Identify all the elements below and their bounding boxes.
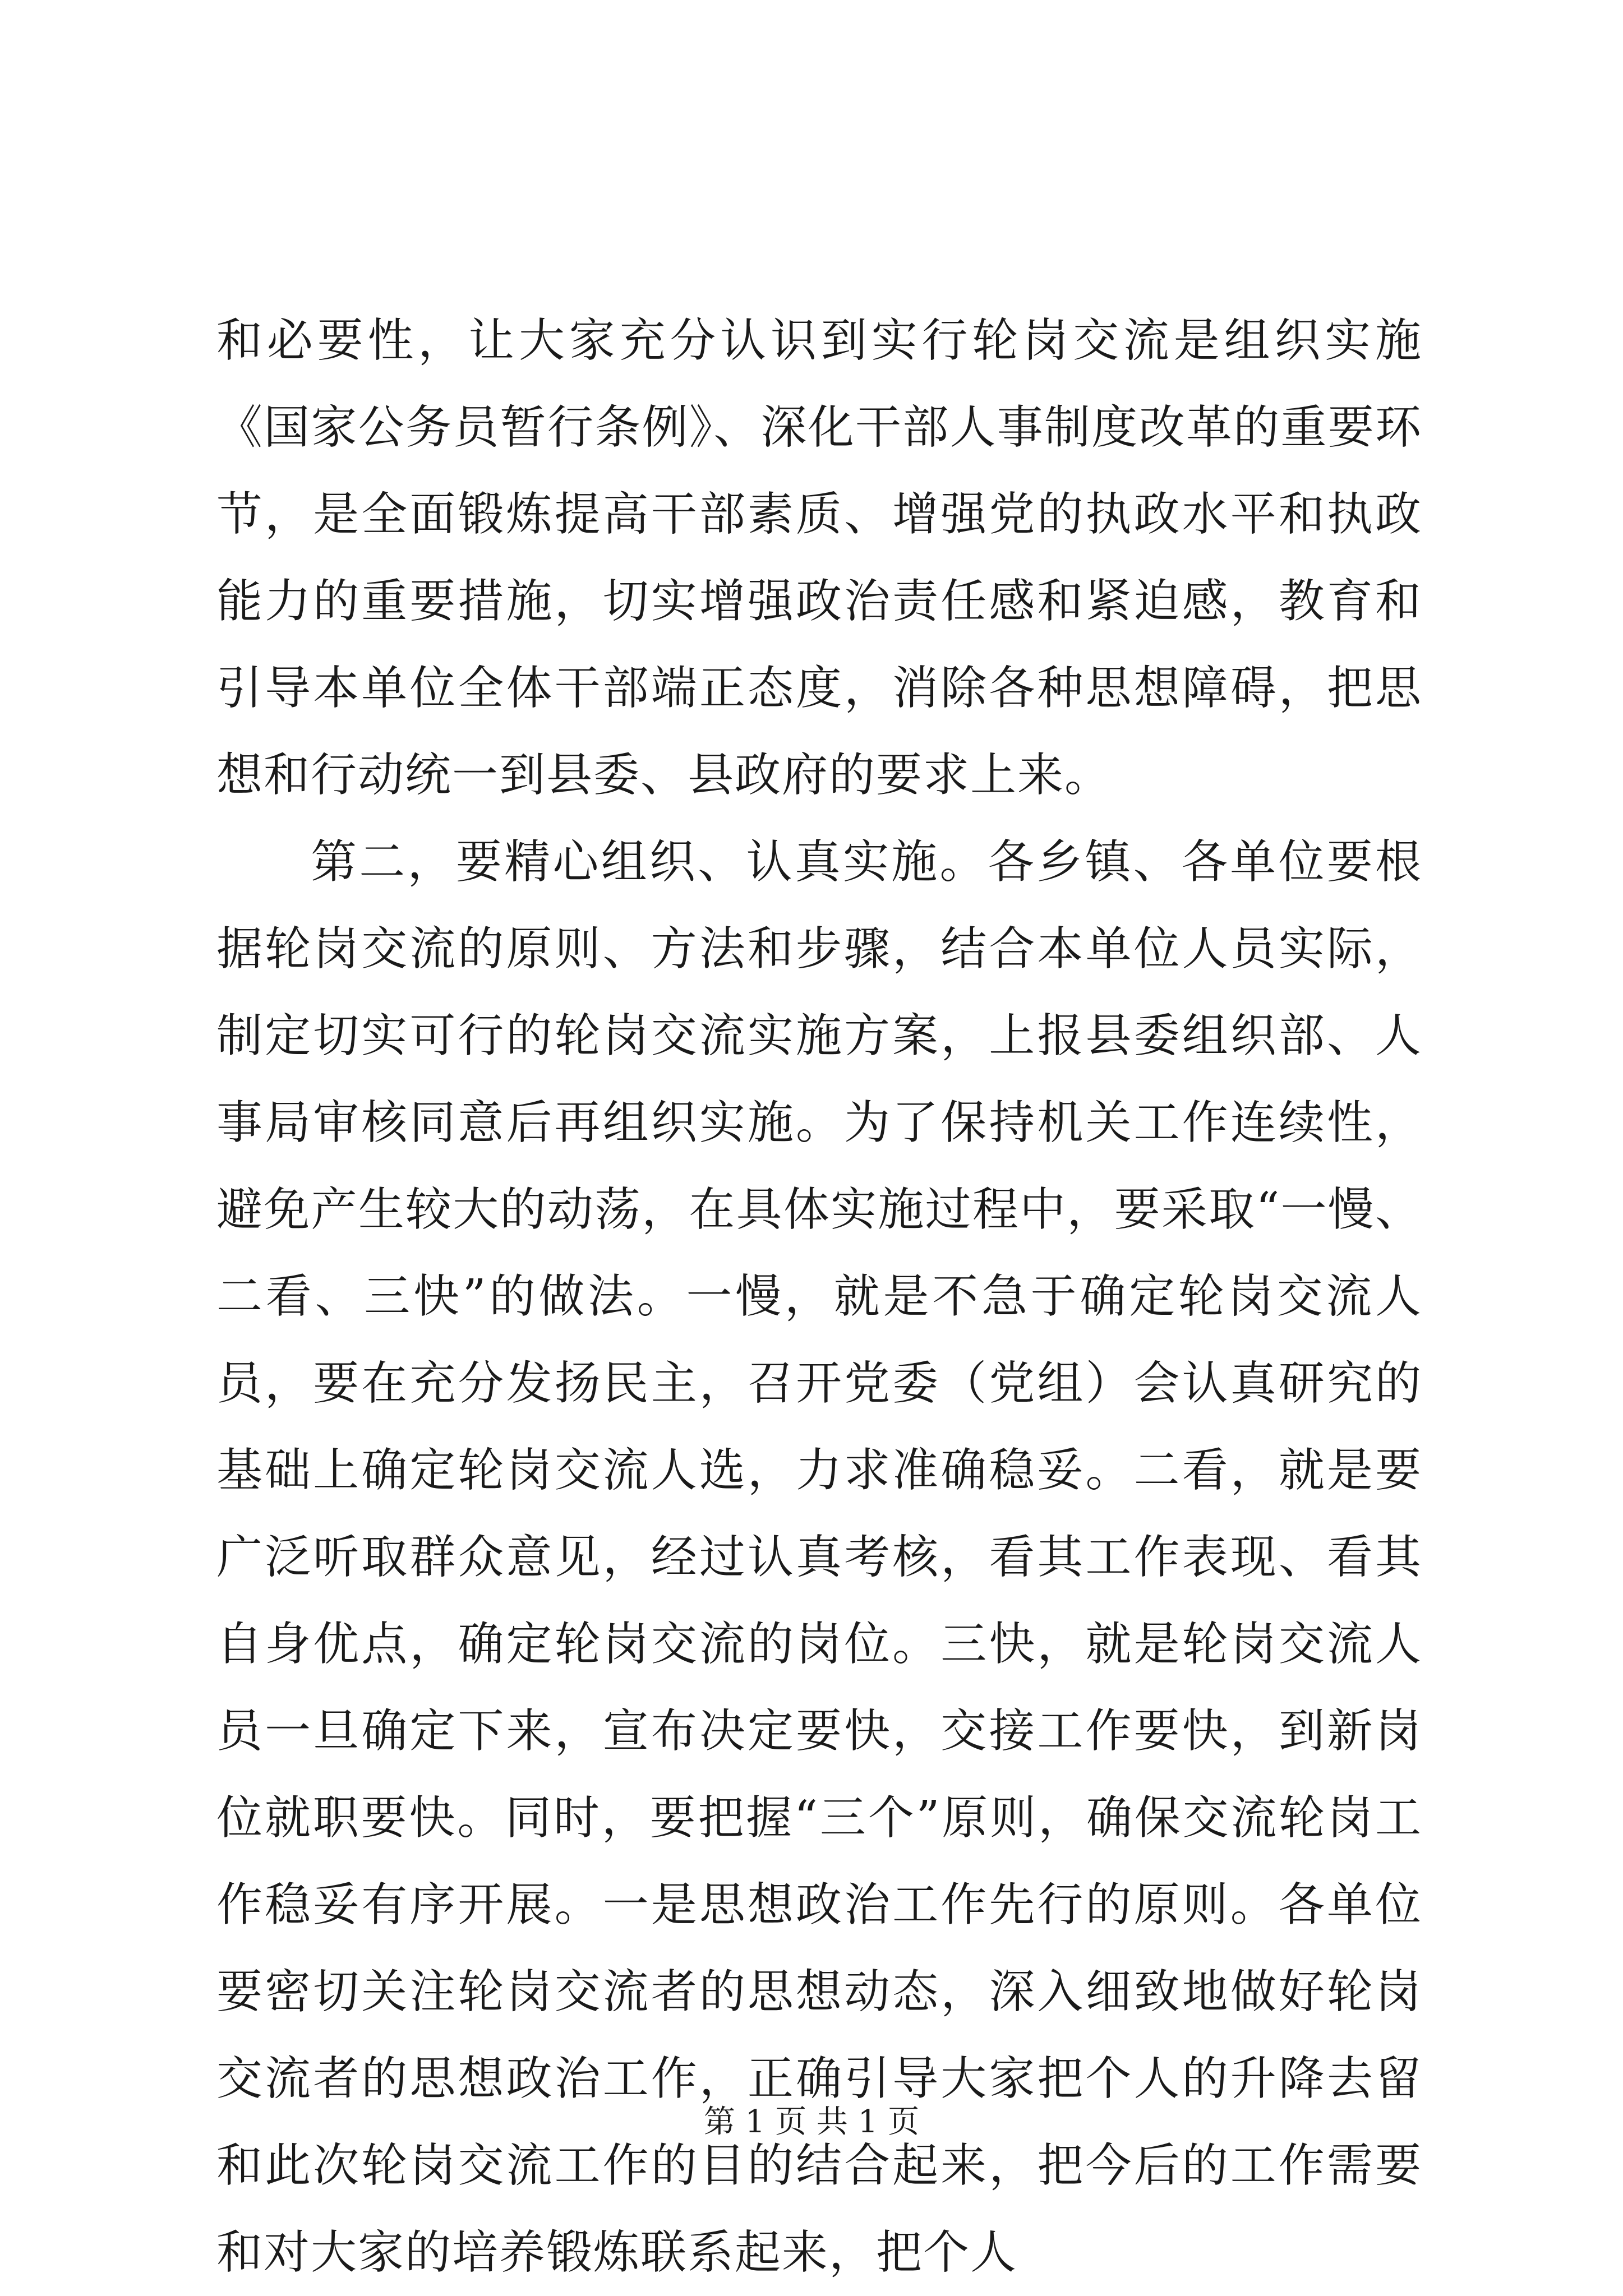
- document-body: [216, 297, 1422, 2296]
- paragraph-1: 和必要性，让大家充分认识到实行轮岗交流是组织实施《国家公务员暂行条例》、深化干部人事制度改革的重要环节，是全面锻炼提高干部素质、增强党的执政水平和执政能力的重要措施，切实增强政治责任感和紧迫感，教育和引导本单位全体干部端正态度，消除各种思想障碍，把思想和行动统一到县委、县政府的要求上来。: [216, 314, 1422, 802]
- paragraph-2: 第二，要精心组织、认真实施。各乡镇、各单位要根据轮岗交流的原则、方法和步骤，结合本单位人员实际，制定切实可行的轮岗交流实施方案，上报县委组织部、人事局审核同意后再组织实施。为了保持机关工作连续性，避免产生较大的动荡，在具体实施过程中，要采取“一慢、二看、三快”的做法。一慢，就是不急于确定轮岗交流人员，要在充分发扬民主，召开党委（党组）会认真研究的基础上确定轮岗交流人选，力求准确稳妥。二看，就是要广泛听取群众意见，经过认真考核，看其工作表现、看其自身优点，确定轮岗交流的岗位。三快，就是轮岗交流人员一旦确定下来，宣布决定要快，交接工作要快，到新岗位就职要快。同时，要把握“三个”原则，确保交流轮岗工作稳妥有序开展。一是思想政治工作先行的原则。各单位要密切关注轮岗交流者的思想动态，深入细致地做好轮岗交流者的思想政治工作，正确引导大家把个人的升降去留和此次轮岗交流工作的目的结合起来，把今后的工作需要和对大家的培养锻炼联系起来，把个人: [216, 835, 1422, 2279]
- page-footer: 第 1 页 共 1 页: [703, 2104, 920, 2140]
